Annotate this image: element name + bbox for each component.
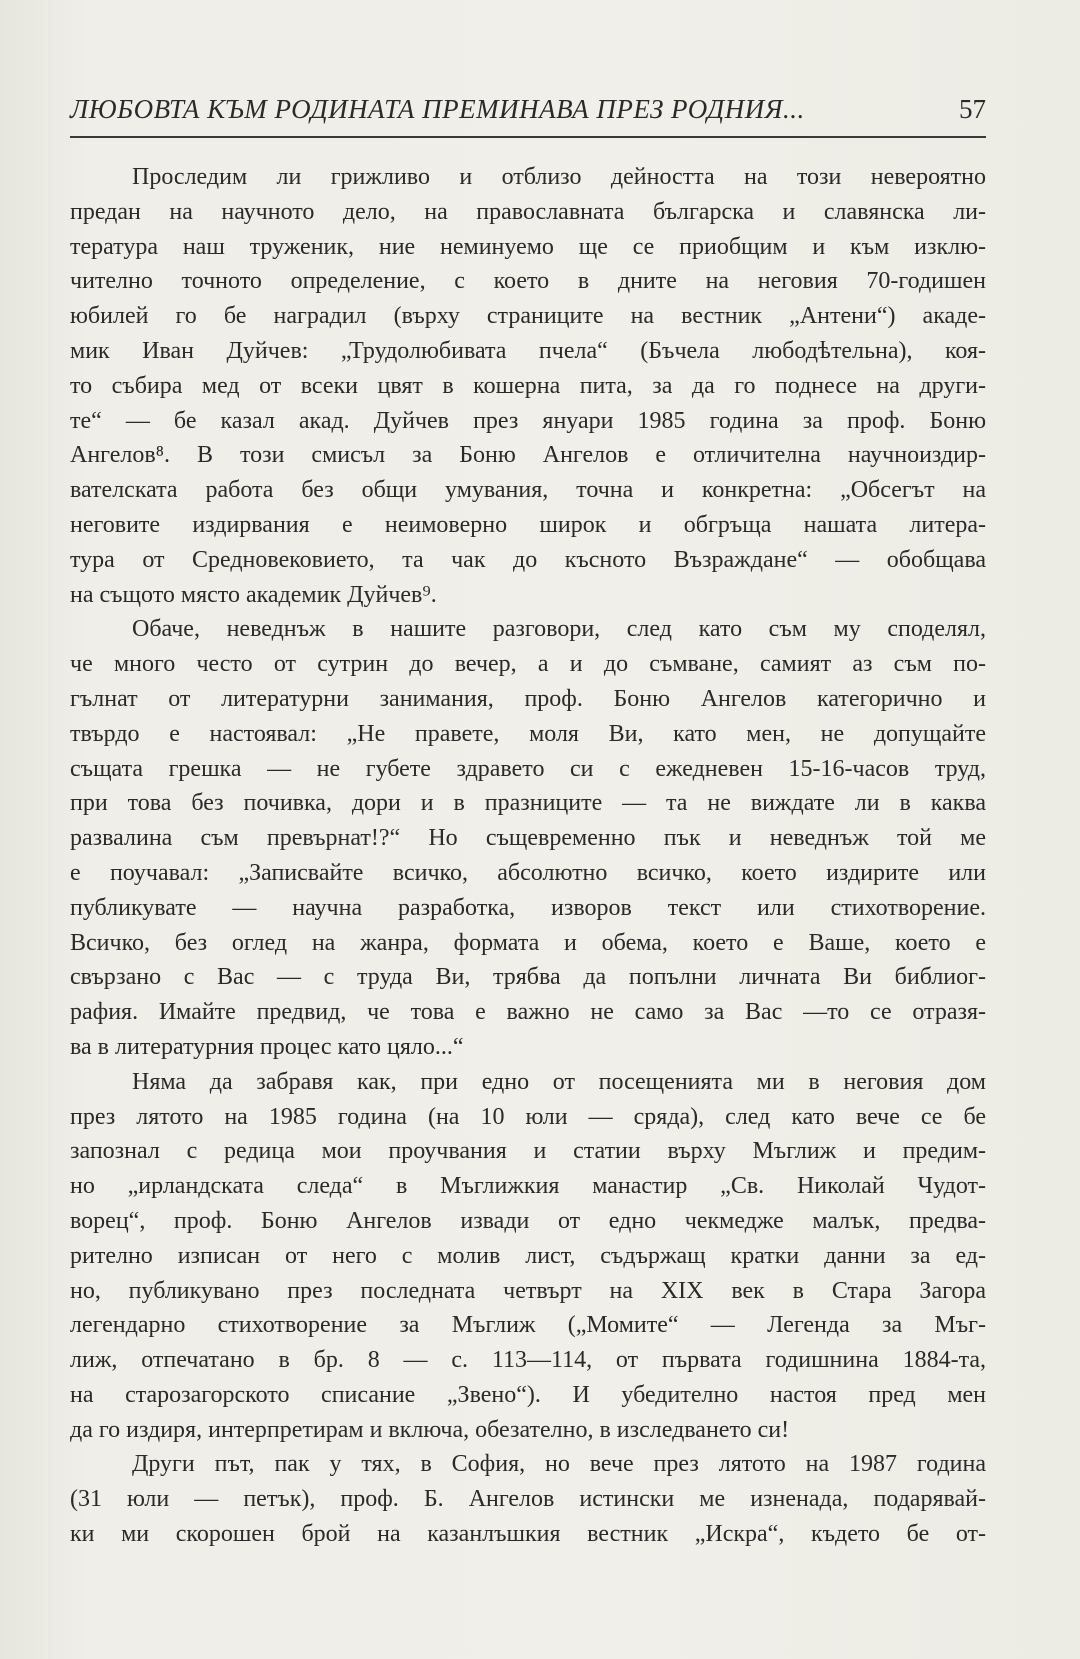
text-line: публикувате — научна разработка, изворов текст или стихотворение. — [70, 894, 986, 921]
text-line: че много често от сутрин до вечер, а и до съмване, самият аз съм по- — [70, 651, 986, 678]
text-line: но „ирландската следа“ в Мъглижкия манастир „Св. Николай Чудот- — [70, 1173, 986, 1200]
page-header — [70, 92, 986, 138]
text-line: то събира мед от всеки цвят в кошерна пита, за да го поднесе на други- — [70, 372, 986, 399]
paragraph — [70, 1065, 986, 1448]
text-line: Други път, пак у тях, в София, но вече през лятото на 1987 година — [132, 1451, 986, 1478]
text-line: твърдо е настоявал: „Не правете, моля Ви, като мен, не допущайте — [70, 720, 986, 747]
text-line: през лятото на 1985 година (на 10 юли — сряда), след като вече се бе — [70, 1103, 986, 1130]
text-line: неговите издирвания е неимоверно широк и обгръща нашата литера- — [70, 511, 986, 538]
text-line: ворец“, проф. Боню Ангелов извади от едно чекмедже малък, предва- — [70, 1207, 986, 1234]
text-line: легендарно стихотворение за Мъглиж („Момите“ — Легенда за Мъг- — [70, 1312, 986, 1339]
text-line: лиж, отпечатано в бр. 8 — с. 113—114, от първата годишнина 1884-та, — [70, 1347, 986, 1374]
text-line: ва в литературния процес като цяло...“ — [70, 1033, 464, 1060]
text-line: рително изписан от него с молив лист, съдържащ кратки данни за ед- — [70, 1242, 986, 1269]
text-line: мик Иван Дуйчев: „Трудолюбивата пчела“ (Бъчела любодѣтельна), коя- — [70, 337, 986, 364]
text-line: тература наш труженик, ние неминуемо ще се приобщим и към изклю- — [70, 233, 986, 260]
text-line: чително точното определение, с което в дните на неговия 70-годишен — [70, 268, 986, 295]
running-title: ЛЮБОВТА КЪМ РОДИНАТА ПРЕМИНАВА ПРЕЗ РОДНИЯ... — [70, 94, 805, 124]
text-line: е поучавал: „Записвайте всичко, абсолютно всичко, което издирите или — [70, 859, 986, 886]
text-line: но, публикувано през последната четвърт на XIX век в Стара Загора — [70, 1277, 986, 1304]
text-line: юбилей го бе наградил (върху страниците на вестник „Антени“) акаде- — [70, 303, 986, 330]
text-line: на старозагорското списание „Звено“). И убедително настоя пред мен — [70, 1381, 986, 1408]
text-line: Ангелов⁸. В този смисъл за Боню Ангелов е отличителна научноиздир- — [70, 442, 986, 469]
paragraph — [70, 612, 986, 1064]
text-line: предан на научното дело, на православната българска и славянска ли- — [70, 198, 986, 225]
text-line: при това без почивка, дори и в празниците — та не виждате ли в каква — [70, 790, 986, 817]
text-line: същата грешка — не губете здравето си с ежедневен 15-16-часов труд, — [70, 755, 986, 782]
text-line: гълнат от литературни занимания, проф. Боню Ангелов категорично и — [70, 685, 986, 712]
paragraph — [70, 1447, 986, 1551]
text-line: запознал с редица мои проучвания и статии върху Мъглиж и предим- — [70, 1138, 986, 1165]
text-line: Проследим ли грижливо и отблизо дейността на този невероятно — [132, 164, 986, 190]
text-line: Няма да забравя как, при едно от посещенията ми в неговия дом — [132, 1068, 986, 1095]
text-line: на същото място академик Дуйчев⁹. — [70, 581, 437, 608]
text-line: Обаче, неведнъж в нашите разговори, след като съм му споделял, — [132, 616, 986, 643]
body-text — [70, 160, 986, 1552]
page-number: 57 — [959, 94, 986, 124]
text-line: тура от Средновековието, та чак до късното Възраждане“ — обобщава — [70, 546, 986, 573]
text-line: да го издиря, интерпретирам и включа, обезателно, в изследването си! — [70, 1416, 790, 1443]
text-line: Всичко, без оглед на жанра, формата и обема, което е Ваше, което е — [70, 929, 986, 956]
text-line: (31 юли — петък), проф. Б. Ангелов истински ме изненада, подарявай- — [70, 1486, 986, 1513]
text-line: ки ми скорошен брой на казанлъшкия вестник „Искра“, където бе от- — [70, 1521, 986, 1548]
text-line: вателската работа без общи умувания, точна и конкретна: „Обсегът на — [70, 477, 986, 504]
text-line: свързано с Вас — с труда Ви, трябва да попълни личната Ви библиог- — [70, 964, 986, 991]
text-line: те“ — бе казал акад. Дуйчев през януари 1985 година за проф. Боню — [70, 407, 986, 434]
text-line: развалина съм превърнат!?“ Но същевременно пък и неведнъж той ме — [70, 825, 986, 852]
text-line: рафия. Имайте предвид, че това е важно не само за Вас —то се отразя- — [70, 999, 986, 1026]
paragraph — [70, 160, 986, 612]
